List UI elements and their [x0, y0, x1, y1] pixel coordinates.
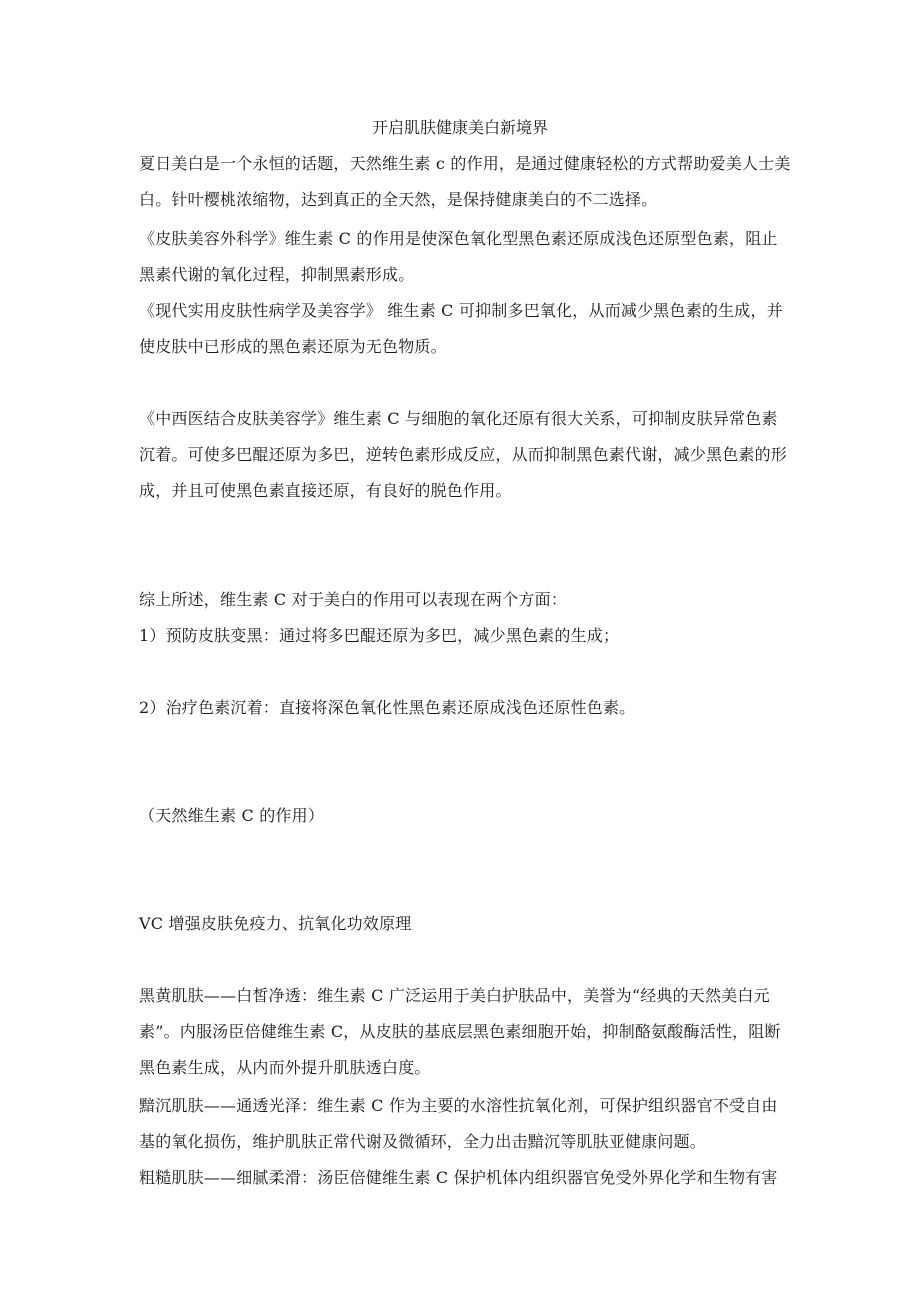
skin1-line-2: 素”。内服汤臣倍健维生素 C，从皮肤的基底层黑色素细胞开始，抑制酪氨酸酶活性，阻断: [139, 1022, 781, 1041]
page-title: 开启肌肤健康美白新境界: [371, 118, 548, 137]
section-heading: VC 增强皮肤免疫力、抗氧化功效原理: [139, 914, 412, 933]
ref1-line-2: 黑素代谢的氧化过程，抑制黑素形成。: [139, 265, 415, 284]
ref3-line-1: 《中西医结合皮肤美容学》维生素 C 与细胞的氧化还原有很大关系，可抑制皮肤异常色素: [139, 409, 778, 428]
ref2-line-1: 《现代实用皮肤性病学及美容学》 维生素 C 可抑制多巴氧化，从而减少黑色素的生成，并: [139, 301, 783, 320]
ref3-line-3: 成，并且可使黑色素直接还原，有良好的脱色作用。: [139, 481, 512, 500]
intro-line-1: 夏日美白是一个永恒的话题，天然维生素 c 的作用，是通过健康轻松的方式帮助爱美人士美: [139, 154, 791, 173]
skin1-line-3: 黑色素生成，从内而外提升肌肤透白度。: [139, 1058, 431, 1077]
point-2-line: 2）治疗色素沉着：直接将深色氧化性黑色素还原成浅色还原性色素。: [139, 698, 636, 717]
intro-line-2: 白。针叶樱桃浓缩物，达到真正的全天然，是保持健康美白的不二选择。: [139, 190, 658, 209]
summary-line: 综上所述，维生素 C 对于美白的作用可以表现在两个方面：: [139, 590, 568, 609]
skin2-line-1: 黯沉肌肤——通透光泽：维生素 C 作为主要的水溶性抗氧化剂，可保护组织器官不受自由: [139, 1096, 778, 1115]
ref1-line-1: 《皮肤美容外科学》维生素 C 的作用是使深色氧化型黑色素还原成浅色还原型色素，阻止: [139, 229, 778, 248]
skin2-line-2: 基的氧化损伤，维护肌肤正常代谢及微循环，全力出击黯沉等肌肤亚健康问题。: [139, 1132, 707, 1151]
skin3-line-1: 粗糙肌肤——细腻柔滑：汤臣倍健维生素 C 保护机体内组织器官免受外界化学和生物有害: [139, 1168, 778, 1187]
image-caption: （天然维生素 C 的作用）: [139, 806, 325, 825]
ref3-line-2: 沉着。可使多巴醌还原为多巴，逆转色素形成反应，从而抑制黑色素代谢，减少黑色素的形: [139, 445, 788, 464]
point-1-line: 1）预防皮肤变黑：通过将多巴醌还原为多巴，减少黑色素的生成；: [139, 626, 620, 645]
ref2-line-2: 使皮肤中已形成的黑色素还原为无色物质。: [139, 337, 447, 356]
skin1-line-1: 黑黄肌肤——白皙净透：维生素 C 广泛运用于美白护肤品中，美誉为“经典的天然美白元: [139, 986, 770, 1005]
